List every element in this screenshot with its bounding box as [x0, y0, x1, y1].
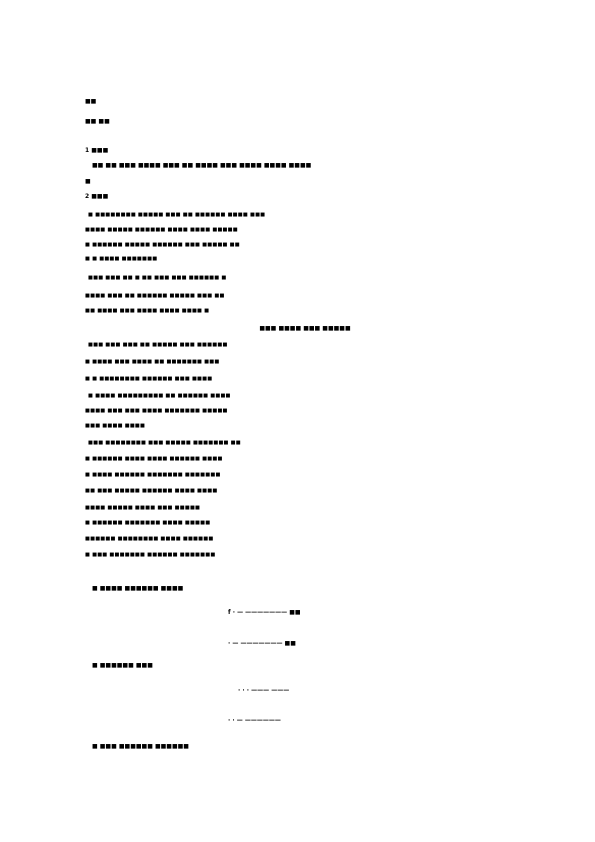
section-1-heading: 1 ■■■ — [85, 147, 109, 154]
paragraph-line: ■■■ ■■■ ■■ ■ ■■ ■■■ ■■■ ■■■■■■ ■ — [88, 275, 227, 281]
equation-2: · — ——————— ■■ — [228, 640, 296, 647]
paragraph-line: ■ ■■■■■■ ■■■■ ■■■■ ■■■■■■ ■■■■ — [85, 456, 223, 462]
centered-heading: ■■■ ■■■■ ■■■ ■■■■■ — [259, 325, 351, 332]
paragraph-line: ■ ■■■■ ■■■ ■■■■ ■■ ■■■■■■■ ■■■ — [85, 359, 220, 365]
paragraph-line: ■■■ ■■■ ■■■ ■■ ■■■■■ ■■■ ■■■■■■ — [88, 342, 228, 348]
math-intro: ■ ■■■■ ■■■■■■ ■■■■ — [92, 585, 184, 592]
paragraph-line: ■ ■ ■■■■ ■■■■■■■ — [85, 256, 158, 262]
paragraph-line: ■ ■■■■■■ ■■■■■■■ ■■■■ ■■■■■ — [85, 520, 211, 526]
math-outro: ■ ■■■ ■■■■■■ ■■■■■■ — [92, 743, 189, 750]
section-1-body: ■■ ■■ ■■■ ■■■■ ■■■ ■■ ■■■■ ■■■ ■■■■ ■■■■ ■■■■ — [92, 162, 312, 169]
paragraph-line: ■ ■ ■■■■■■■■ ■■■■■■ ■■■ ■■■■ — [85, 376, 213, 382]
paragraph-line: ■■■■ ■■■■■ ■■■■■■ ■■■■ ■■■■ ■■■■■ — [85, 227, 238, 233]
paragraph-line: ■ ■■■■ ■■■■■■ ■■■■■■■ ■■■■■■■ — [85, 472, 221, 478]
section-2-heading: 2 ■■■ — [85, 193, 109, 200]
paragraph-line: ■■■ ■■■■■■■■ ■■■ ■■■■■ ■■■■■■■ ■■ — [88, 440, 241, 446]
paragraph-line: ■■■■ ■■■■■ ■■■■ ■■■ ■■■■■ — [85, 505, 201, 511]
paragraph-line: ■ ■■■ ■■■■■■■ ■■■■■■ ■■■■■■■ — [85, 552, 216, 558]
paragraph-line: ■■ ■■■ ■■■■■ ■■■■■■ ■■■■ ■■■■ — [85, 488, 218, 494]
paragraph-line: ■■■■■■ ■■■■■■■■ ■■■■ ■■■■■■ — [85, 536, 214, 542]
paragraph-line: ■ ■■■■■■■■ ■■■■■ ■■■ ■■ ■■■■■■ ■■■■ ■■■ — [88, 212, 266, 218]
paragraph-line: ■■■■ ■■■ ■■■ ■■■■ ■■■■■■■ ■■■■■ — [85, 408, 228, 414]
paragraph-line: ■ ■■■■■■ ■■■■■ ■■■■■■ ■■■ ■■■■■ ■■ — [85, 242, 240, 248]
header-label: ■■ — [85, 98, 97, 105]
section-1-tail: ■ — [85, 178, 91, 185]
equation-1: f · — ——————— ■■ — [228, 609, 301, 616]
equation-3: · · · ——— ——— — [238, 687, 290, 694]
paragraph-line: ■■■■ ■■■ ■■ ■■■■■■ ■■■■■ ■■■ ■■ — [85, 293, 225, 299]
document-title: ■■ ■■ — [85, 118, 110, 125]
paragraph-line: ■■ ■■■■ ■■■ ■■■■ ■■■■ ■■■■ ■ — [85, 308, 210, 314]
math-mid: ■ ■■■■■■ ■■■ — [92, 662, 153, 669]
equation-4: · · — —————— — [228, 717, 281, 724]
paragraph-line: ■■■ ■■■■ ■■■■ — [85, 423, 146, 429]
paragraph-line: ■ ■■■■ ■■■■■■■■■ ■■ ■■■■■■ ■■■■ — [88, 393, 231, 399]
